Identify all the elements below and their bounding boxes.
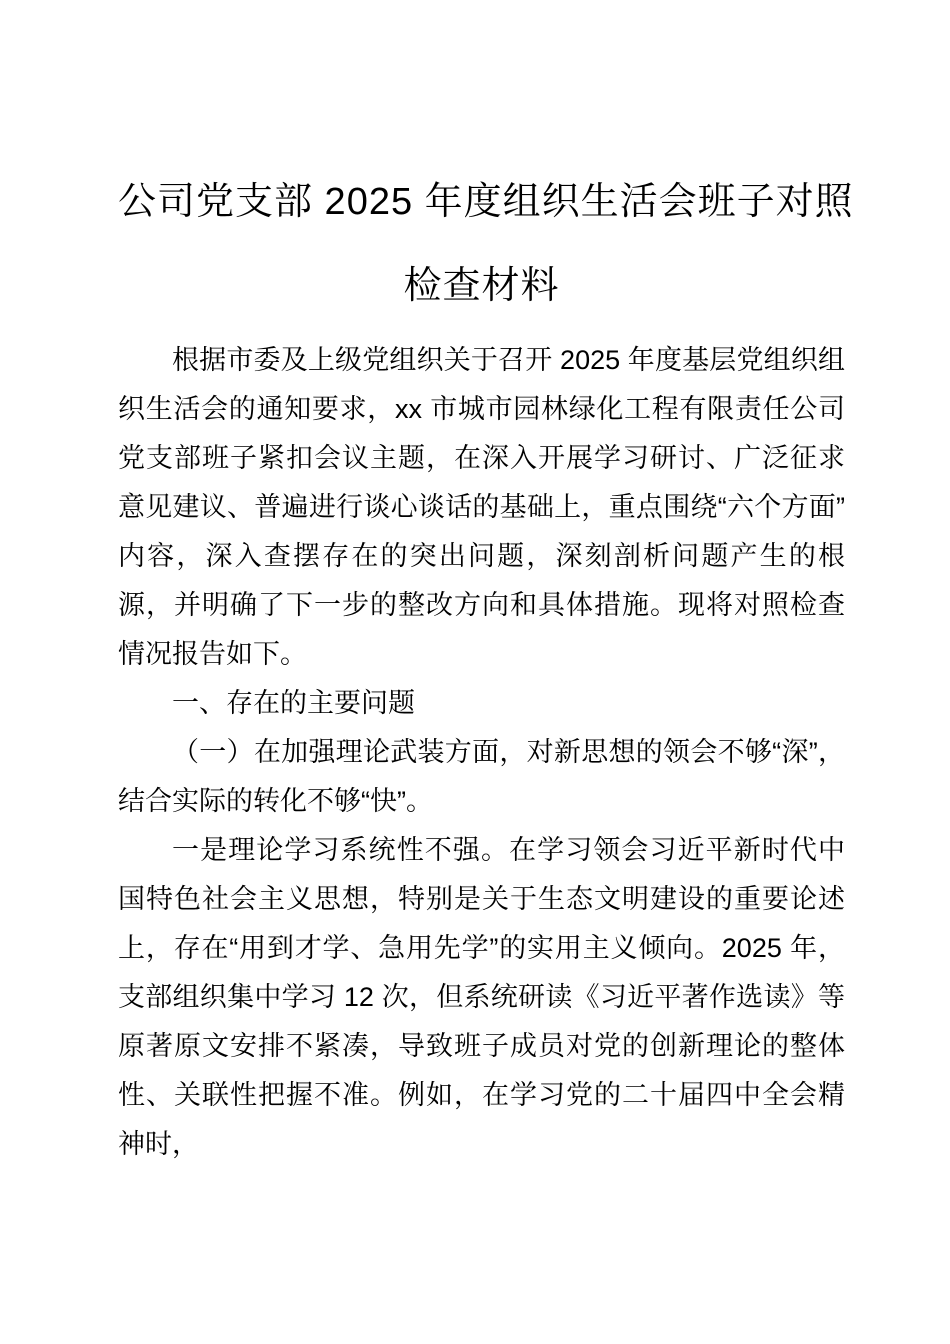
- subsection-heading-theory-armament: （一）在加强理论武装方面，对新思想的领会不够“深”，结合实际的转化不够“快”。: [118, 737, 845, 816]
- document-title-line-2: 检查材料: [403, 265, 560, 307]
- document-title: [118, 160, 854, 328]
- document-body: [118, 336, 845, 1169]
- intro-paragraph: 根据市委及上级党组织关于召开 2025 年度基层党组织组织生活会的通知要求，xx 市城市园林绿化工程有限责任公司党支部班子紧扣会议主题，在深入开展学习研讨、广泛征求意见建议、普遍进行谈心谈话的基础上，重点围绕“六个方面”内容，深入查摆存在的突出问题，深刻剖析问题产生的根源，并明确了下一步的整改方向和具体措施。现将对照检查情况报告如下。: [118, 345, 845, 669]
- document-title-line-1: 公司党支部 2025 年度组织生活会班子对照: [118, 181, 854, 223]
- section-heading-main-problems: 一、存在的主要问题: [172, 688, 415, 718]
- body-paragraph-theory-study: 一是理论学习系统性不强。在学习领会习近平新时代中国特色社会主义思想，特别是关于生态文明建设的重要论述上，存在“用到才学、急用先学”的实用主义倾向。2025 年，支部组织集中学习 12 次，但系统研读《习近平著作选读》等原著原文安排不紧凑，导致班子成员对党的创新理论的整体性、关联性把握不准。例如，在学习党的二十届四中全会精神时，: [118, 835, 845, 1159]
